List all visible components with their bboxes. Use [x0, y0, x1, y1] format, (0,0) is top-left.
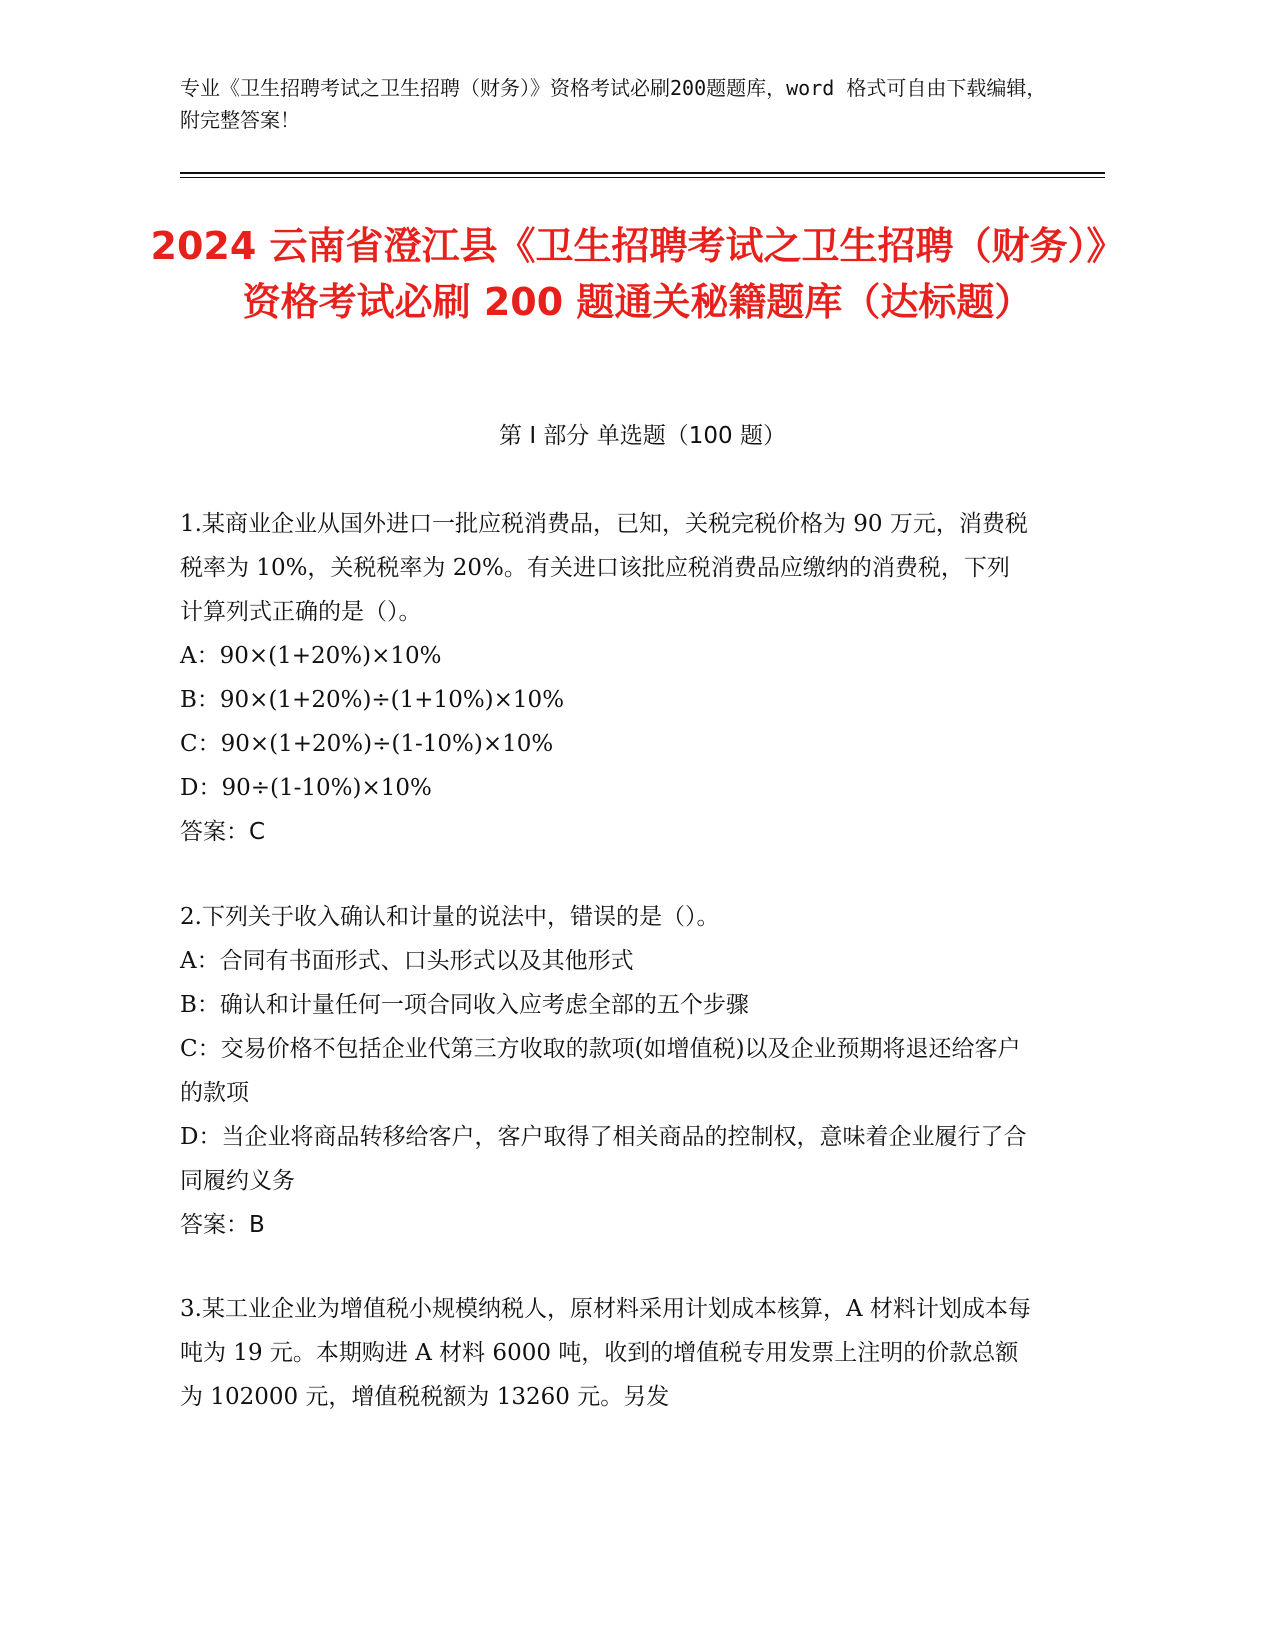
option-c: C：交易价格不包括企业代第三方收取的款项(如增值税)以及企业预期将退还给客户的款项: [180, 1036, 1021, 1106]
question-text: 2.下列关于收入确认和计量的说法中，错误的是（）。: [180, 904, 720, 930]
option-d: D：当企业将商品转移给客户，客户取得了相关商品的控制权，意味着企业履行了合同履约义务: [180, 1124, 1027, 1194]
question-block-2: [180, 895, 1030, 1247]
question-text: 3.某工业企业为增值税小规模纳税人，原材料采用计划成本核算，A 材料计划成本每吨为 19 元。本期购进 A 材料 6000 吨，收到的增值税专用发票上注明的价款总额为 102000 元，增值税税额为 13260 元。另发: [180, 1296, 1031, 1410]
header-note: 专业《卫生招聘考试之卫生招聘（财务）》资格考试必刷200题题库，word 格式可自由下载编辑，附完整答案！: [180, 76, 1047, 132]
option-b: B：确认和计量任何一项合同收入应考虑全部的五个步骤: [180, 992, 749, 1018]
option-a: A：合同有书面形式、口头形式以及其他形式: [180, 948, 634, 974]
section-title: 第 I 部分 单选题（100 题）: [499, 423, 786, 449]
option-d: D：90÷(1-10%)×10%: [180, 775, 432, 801]
question-block-3: [180, 1287, 1040, 1419]
option-a: A：90×(1+20%)×10%: [180, 643, 442, 669]
document-title: 2024 云南省澄江县《卫生招聘考试之卫生招聘（财务）》资格考试必刷 200 题通关秘籍题库（达标题）: [150, 224, 1125, 324]
question-text: 1.某商业企业从国外进口一批应税消费品，已知，关税完税价格为 90 万元，消费税税率为 10%，关税税率为 20%。有关进口该批应税消费品应缴纳的消费税，下列计算列式正确的是（）。: [180, 511, 1028, 625]
answer-line: 答案：C: [180, 819, 266, 845]
question-block-1: [180, 502, 1030, 854]
option-c: C：90×(1+20%)÷(1-10%)×10%: [180, 731, 554, 757]
header-divider-thin: [180, 177, 1105, 178]
option-b: B：90×(1+20%)÷(1+10%)×10%: [180, 687, 565, 713]
answer-line: 答案：B: [180, 1212, 265, 1238]
header-divider-thick: [180, 172, 1105, 174]
